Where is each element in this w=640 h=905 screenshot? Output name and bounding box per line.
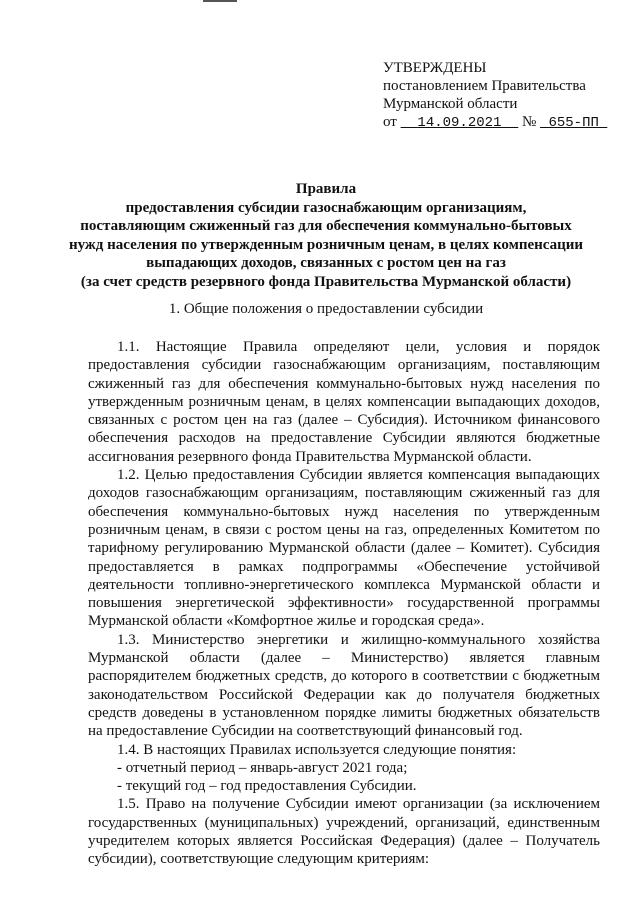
approval-date: 14.09.2021	[417, 115, 502, 131]
paragraph-1-3: 1.3. Министерство энергетики и жилищно-коммунального хозяйства Мурманской области (далее – Министерство) является главным распорядителем бюджетных средств, до которого в соответствии с бюджетным законодательством Российской Федерации как до получателя бюджетных средств доведены в установленном порядке лимиты бюджетных обязательств на предоставление Субсидии на соответствующий финансовый год.	[88, 631, 600, 740]
paragraph-1-1: 1.1. Настоящие Правила определяют цели, условия и порядок предоставления субсидии газоснабжающим организациям, поставляющим сжиженный газ для обеспечения коммунально-бытовых нужд населения по утвержденным розничным ценам, в целях компенсации выпадающих доходов, связанных с ростом цен на газ (далее – Субсидия). Источником финансового обеспечения расходов на предоставление Субсидии являются бюджетные ассигнования резервного фонда Правительства Мурманской области.	[88, 339, 600, 465]
section-heading: 1. Общие положения о предоставлении субсидии	[168, 301, 484, 317]
approval-line-1: постановлением Правительства	[383, 78, 586, 94]
paragraph-1-2: 1.2. Целью предоставления Субсидии является компенсация выпадающих доходов газоснабжающим организациям, поставляющим сжиженный газ для обеспечения коммунально-бытовых нужд населения по утвержденным розничным ценам, в связи с ростом цены на газ, определенных Комитетом по тарифному регулированию Мурманской области (далее – Комитет). Субсидия предоставляется в рамках подпрограммы «Обеспечение устойчивой деятельности топливно-энергетического комплекса Мурманской области и повышения энергетической эффективности» государственной программы Мурманской области «Комфортное жилье и городская среда».	[88, 467, 600, 630]
approval-stamp	[383, 59, 607, 132]
definition-item: - текущий год – год предоставления Субсидии.	[117, 778, 417, 795]
number-prefix: №	[522, 114, 537, 130]
title-line: поставляющим сжиженный газ для обеспечения коммунально-бытовых	[80, 218, 572, 234]
scan-mark	[203, 0, 237, 2]
title-line: нужд населения по утвержденным розничным ценам, в целях компенсации	[68, 236, 584, 253]
document-title	[56, 180, 596, 291]
date-prefix: от	[383, 114, 397, 130]
title-line: выпадающих доходов, связанных с ростом цен на газ	[146, 255, 506, 271]
paragraph-1-5: 1.5. Право на получение Субсидии имеют организации (за исключением государственных (муниципальных) учреждений, организаций, единственным учредителем которых является Российская Федерация) (далее – Получатель субсидии), соответствующие следующим критериям:	[88, 796, 600, 868]
approval-number: 655-ПП	[548, 115, 599, 131]
title-line: предоставления субсидии газоснабжающим организациям,	[125, 199, 527, 216]
title-heading: Правила	[295, 181, 357, 197]
definition-item: - отчетный период – январь-август 2021 года;	[117, 759, 408, 776]
paragraph-1-4: 1.4. В настоящих Правилах используется следующие понятия:	[117, 741, 517, 758]
document-body	[88, 338, 600, 869]
approval-heading: УТВЕРЖДЕНЫ	[383, 60, 487, 76]
approval-line-2: Мурманской области	[383, 96, 518, 112]
approval-date-line	[383, 113, 607, 132]
title-line: (за счет средств резервного фонда Правительства Мурманской области)	[80, 273, 572, 290]
